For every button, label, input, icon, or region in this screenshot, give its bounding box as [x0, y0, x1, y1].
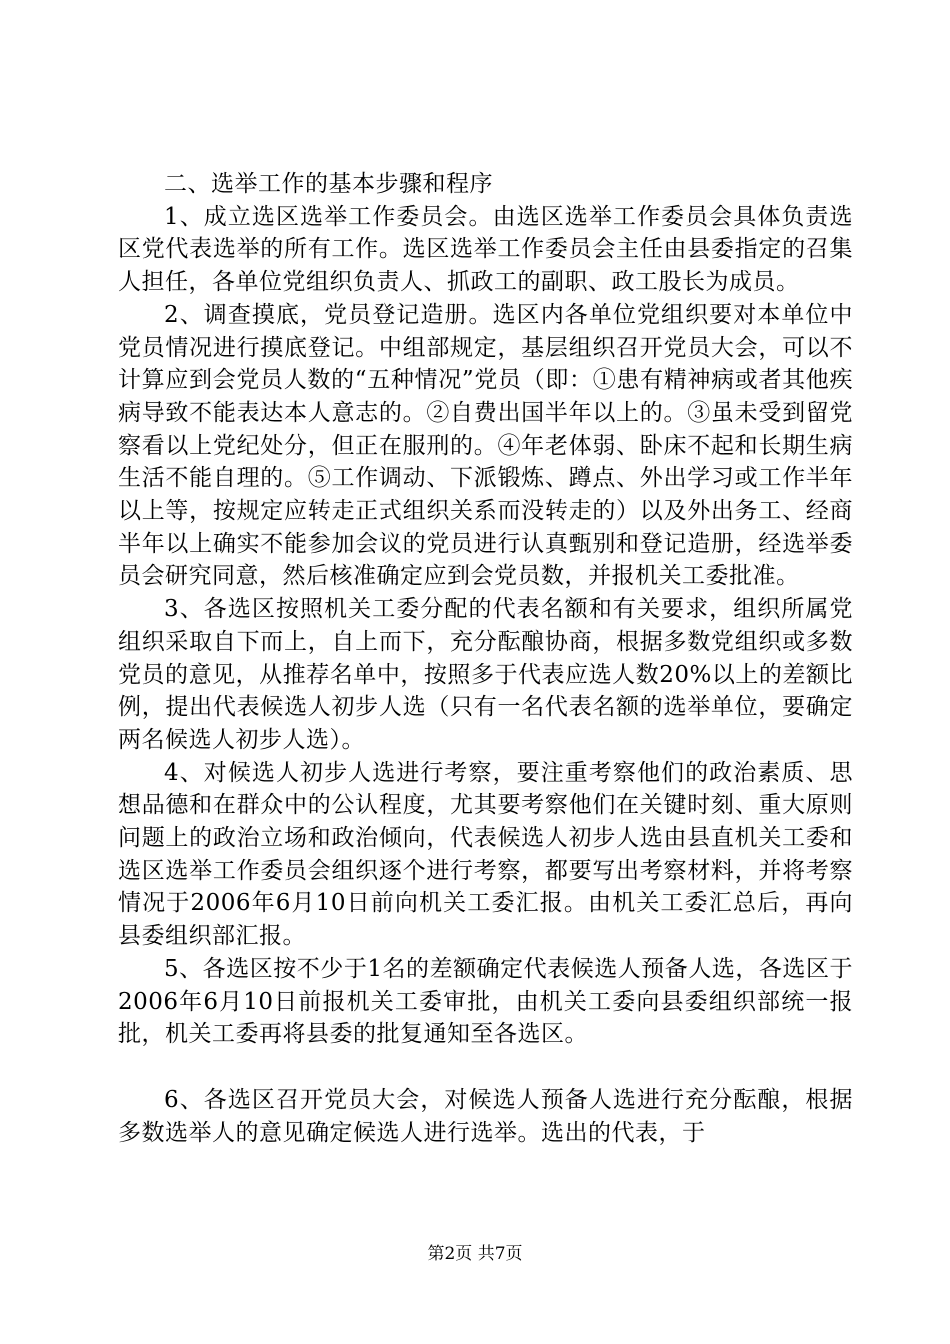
- paragraph-1: 1、成立选区选举工作委员会。由选区选举工作委员会具体负责选区党代表选举的所有工作。选区选举工作委员会主任由县委指定的召集人担任，各单位党组织负责人、抓政工的副职、政工股长为成员。: [118, 203, 853, 296]
- section-heading: 二、选举工作的基本步骤和程序: [164, 171, 493, 197]
- paragraph-6: 6、各选区召开党员大会，对候选人预备人选进行充分酝酿，根据多数选举人的意见确定候选人进行选举。选出的代表，于: [118, 1086, 853, 1146]
- document-body: [118, 168, 853, 1149]
- paragraph-3: 3、各选区按照机关工委分配的代表名额和有关要求，组织所属党组织采取自下而上，自上而下，充分酝酿协商，根据多数党组织或多数党员的意见，从推荐名单中，按照多于代表应选人数20%以上的差额比例，提出代表候选人初步人选（只有一名代表名额的选举单位，要确定两名候选人初步人选）。: [118, 596, 853, 753]
- paragraph-5: 5、各选区按不少于1名的差额确定代表候选人预备人选，各选区于2006年6月10日前报机关工委审批，由机关工委向县委组织部统一报批，机关工委再将县委的批复通知至各选区。: [118, 955, 853, 1048]
- paragraph-4: 4、对候选人初步人选进行考察，要注重考察他们的政治素质、思想品德和在群众中的公认程度，尤其要考察他们在关键时刻、重大原则问题上的政治立场和政治倾向，代表候选人初步人选由县直机关工委和选区选举工作委员会组织逐个进行考察，都要写出考察材料，并将考察情况于2006年6月10日前向机关工委汇报。由机关工委汇总后，再向县委组织部汇报。: [118, 759, 853, 950]
- paragraph-2: 2、调查摸底，党员登记造册。选区内各单位党组织要对本单位中党员情况进行摸底登记。中组部规定，基层组织召开党员大会，可以不计算应到会党员人数的“五种情况”党员（即：①患有精神病或者其他疾病导致不能表达本人意志的。②自费出国半年以上的。③虽未受到留党察看以上党纪处分，但正在服刑的。④年老体弱、卧床不起和长期生病生活不能自理的。⑤工作调动、下派锻炼、蹲点、外出学习或工作半年以上等，按规定应转走正式组织关系而没转走的）以及外出务工、经商半年以上确实不能参加会议的党员进行认真甄别和登记造册，经选举委员会研究同意，然后核准确定应到会党员数，并报机关工委批准。: [118, 301, 853, 590]
- page-number-footer: 第2页 共7页: [427, 1244, 523, 1264]
- paragraph-spacer: [118, 1051, 853, 1084]
